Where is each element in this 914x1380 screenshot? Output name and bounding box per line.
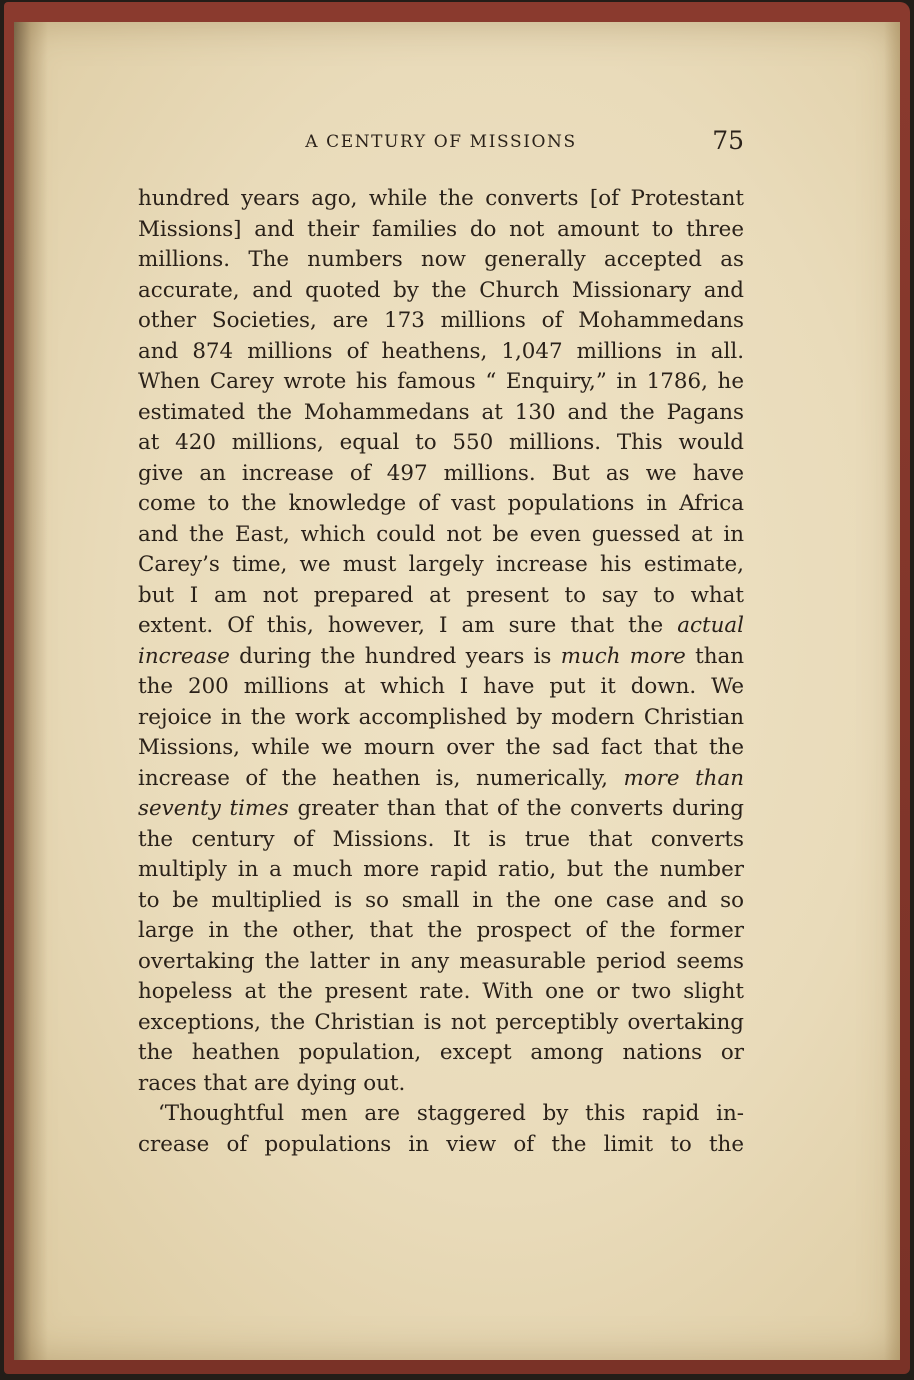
text-segment: Missions] and their families do not amount to three <box>138 216 744 242</box>
text-line <box>138 276 744 307</box>
page-number: 75 <box>712 126 744 155</box>
text-segment: overtaking the latter in any measurable period seems <box>138 948 744 974</box>
text-segment: accurate, and quoted by the Church Missionary and <box>138 277 744 303</box>
text-segment: large in the other, that the prospect of the former <box>138 918 744 943</box>
italic-segment: increase <box>138 643 230 669</box>
text-segment: at 420 millions, equal to 550 millions. This would <box>138 430 744 455</box>
text-segment: than <box>685 643 745 669</box>
text-segment: estimated the Mohammedans at 130 and the Pagans <box>138 399 744 425</box>
italic-segment: actual <box>677 613 744 638</box>
text-line <box>138 550 744 581</box>
text-segment: the century of Missions. It is true that converts <box>138 826 744 852</box>
text-line <box>138 825 744 856</box>
text-segment: the heathen population, except among nations or <box>138 1040 744 1065</box>
text-segment: hundred years ago, while the converts [of Protestant <box>138 186 744 211</box>
text-line <box>138 1099 744 1130</box>
text-line <box>138 337 744 368</box>
text-line <box>138 764 744 795</box>
text-segment: exceptions, the Christian is not perceptibly overtaking <box>138 1009 744 1035</box>
text-segment: millions. The numbers now generally accepted as <box>138 247 744 272</box>
text-segment: to be multiplied is so small in the one case and so <box>138 887 744 913</box>
body-text <box>138 184 744 1160</box>
text-segment: Missions, while we mourn over the sad fact that the <box>138 735 744 760</box>
running-title: A CENTURY OF MISSIONS <box>305 132 577 152</box>
text-segment: but I am not prepared at present to say to what <box>138 582 744 608</box>
text-segment: crease of populations in view of the limit to the <box>138 1131 744 1157</box>
text-segment: and the East, which could not be even guessed at in <box>138 521 744 547</box>
text-line <box>138 703 744 734</box>
page-header <box>138 126 744 160</box>
text-segment: greater than that of the converts during <box>288 796 744 821</box>
text-line <box>138 1130 744 1161</box>
text-line <box>138 459 744 490</box>
text-line <box>138 977 744 1008</box>
text-line <box>138 855 744 886</box>
text-line <box>138 306 744 337</box>
italic-segment: seventy times <box>138 796 289 821</box>
text-segment: give an increase of 497 millions. But as we have <box>138 460 744 486</box>
text-segment: races that are dying out. <box>138 1070 406 1096</box>
text-segment: ‘Thoughtful men are staggered by this rapid in- <box>158 1101 744 1126</box>
text-line <box>138 367 744 398</box>
text-segment: increase of the heathen is, numerically, <box>138 765 624 791</box>
page-gutter-shadow <box>14 22 48 1360</box>
text-line <box>138 520 744 551</box>
text-line <box>138 398 744 429</box>
text-segment: come to the knowledge of vast populations in Africa <box>138 491 744 516</box>
text-line <box>138 184 744 215</box>
text-line <box>138 947 744 978</box>
text-line <box>138 672 744 703</box>
text-segment: rejoice in the work accomplished by modern Christian <box>138 704 744 730</box>
text-segment: Carey’s time, we must largely increase his estimate, <box>138 552 744 577</box>
text-line <box>138 733 744 764</box>
text-line <box>138 886 744 917</box>
italic-segment: more than <box>623 765 744 791</box>
text-line <box>138 245 744 276</box>
text-line <box>138 916 744 947</box>
italic-segment: much more <box>560 643 686 669</box>
text-line <box>138 1069 744 1100</box>
text-line <box>138 428 744 459</box>
text-line <box>138 642 744 673</box>
text-line <box>138 1038 744 1069</box>
text-line <box>138 794 744 825</box>
text-segment: hopeless at the present rate. With one or two slight <box>138 979 744 1004</box>
text-line <box>138 1008 744 1039</box>
text-line <box>138 215 744 246</box>
text-segment: multiply in a much more rapid ratio, but the number <box>138 857 744 882</box>
text-line <box>138 489 744 520</box>
text-segment: and 874 millions of heathens, 1,047 millions in all. <box>138 338 744 364</box>
page-edge-shadow <box>884 22 900 1360</box>
text-segment: during the hundred years is <box>229 643 561 669</box>
text-segment: the 200 millions at which I have put it down. We <box>138 674 744 699</box>
text-segment: extent. Of this, however, I am sure that the <box>138 613 678 638</box>
text-line <box>138 581 744 612</box>
text-segment: other Societies, are 173 millions of Mohammedans <box>138 308 744 333</box>
text-line <box>138 611 744 642</box>
text-segment: When Carey wrote his famous “ Enquiry,” in 1786, he <box>138 369 744 394</box>
